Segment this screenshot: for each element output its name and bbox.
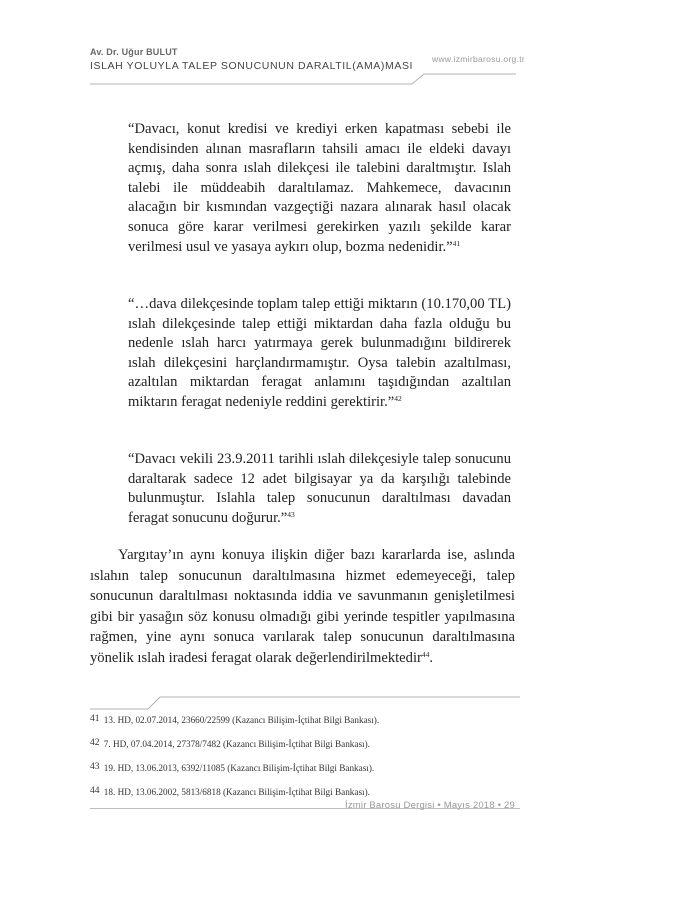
body-paragraph xyxy=(90,545,515,668)
footnote-number: 42 xyxy=(90,738,100,748)
footer-text: İzmir Barosu Dergisi • Mayıs 2018 • 29 xyxy=(344,800,515,811)
body-end: . xyxy=(429,649,434,666)
quote-text: “…dava dilekçesinde toplam talep ettiği miktarın (10.170,00 TL) ıslah dilekçesinde talep ettiği miktardan daha fazla olduğu bu nedenle ıslah harcı yatırmaya gerek bulunmadığını bildirerek ıslah dilekçesini harçlandırmamıştır. Oysa talebin azaltılması, azaltılan miktardan feragat anlamını taşıdığından azaltılan miktarın feragat nedeniyle reddini gerektirir.” xyxy=(128,296,511,410)
footnote-text: 7. HD, 07.04.2014, 27378/7482 (Kazancı Bilişim-İçtihat Bilgi Bankası). xyxy=(103,739,370,749)
footnote xyxy=(90,762,520,773)
quote-block xyxy=(128,120,511,257)
footnote-ref[interactable]: 41 xyxy=(452,238,461,248)
body-text: Yargıtay’ın aynı konuya ilişkin diğer bazı kararlarda ise, aslında ıslahın talep sonucunun daraltılmasına hizmet edemeyeceği, talep sonucunun daraltılması noktasında iddia ve savunmanın genişletilmesi gibi bir yasağın söz konusu olmadığı gibi yerinde tespitler yapılmasına rağmen, yine aynı sonuca varılarak talep sonucunun daraltılmasına yönelik ıslah iradesi feragat olarak değerlendirilmektedir xyxy=(90,547,515,666)
footnote-text: 13. HD, 02.07.2014, 23660/22599 (Kazancı Bilişim-İçtihat Bilgi Bankası). xyxy=(103,715,380,725)
quote-block xyxy=(128,295,511,413)
footnote-ref[interactable]: 44 xyxy=(421,649,430,659)
footnote xyxy=(90,786,520,797)
footnote xyxy=(90,714,520,725)
header-title: ISLAH YOLUYLA TALEP SONUCUNUN DARALTIL(AMA)MASI xyxy=(90,60,414,72)
quote-text: “Davacı, konut kredisi ve krediyi erken kapatması sebebi ile kendisinden alınan masrafların tahsili amacı ile eldeki davayı açmış, daha sonra ıslah dilekçesi ile talebini daraltmıştır. Islah talebi ile müddeabih daraltılamaz. Mahkemece, davacının alacağın bir kısmından vazgeçtiği nazara alınarak hasıl olacak sonuca göre karar verilmesi gerekirken yazılı şekilde karar verilmesi usul ve yasaya aykırı olup, bozma nedenidir.” xyxy=(128,121,511,255)
header-website: www.izmirbarosu.org.tr xyxy=(432,54,526,64)
header-author: Av. Dr. Uğur BULUT xyxy=(90,47,178,57)
footnote-text: 19. HD, 13.06.2013, 6392/11085 (Kazancı Bilişim-İçtihat Bilgi Bankası). xyxy=(103,763,375,773)
footnote-ref[interactable]: 43 xyxy=(287,509,295,519)
header-rule xyxy=(90,73,516,85)
quote-text: “Davacı vekili 23.9.2011 tarihli ıslah dilekçesiyle talep sonucunu daraltarak sadece 12 adet bilgisayar ya da karşılığı talebinde bulunmuştur. Islahla talep sonucunun daraltılması davadan feragat sonucunu doğurur.” xyxy=(128,451,511,526)
footnote xyxy=(90,738,520,749)
footnote-ref[interactable]: 42 xyxy=(394,393,402,403)
footnote-number: 41 xyxy=(90,714,100,724)
footnote-rule xyxy=(90,696,520,710)
footnote-text: 18. HD, 13.06.2002, 5813/6818 (Kazancı Bilişim-İçtihat Bilgi Bankası). xyxy=(103,787,370,797)
footnote-number: 44 xyxy=(90,786,100,796)
quote-block xyxy=(128,450,511,528)
footnote-number: 43 xyxy=(90,762,100,772)
